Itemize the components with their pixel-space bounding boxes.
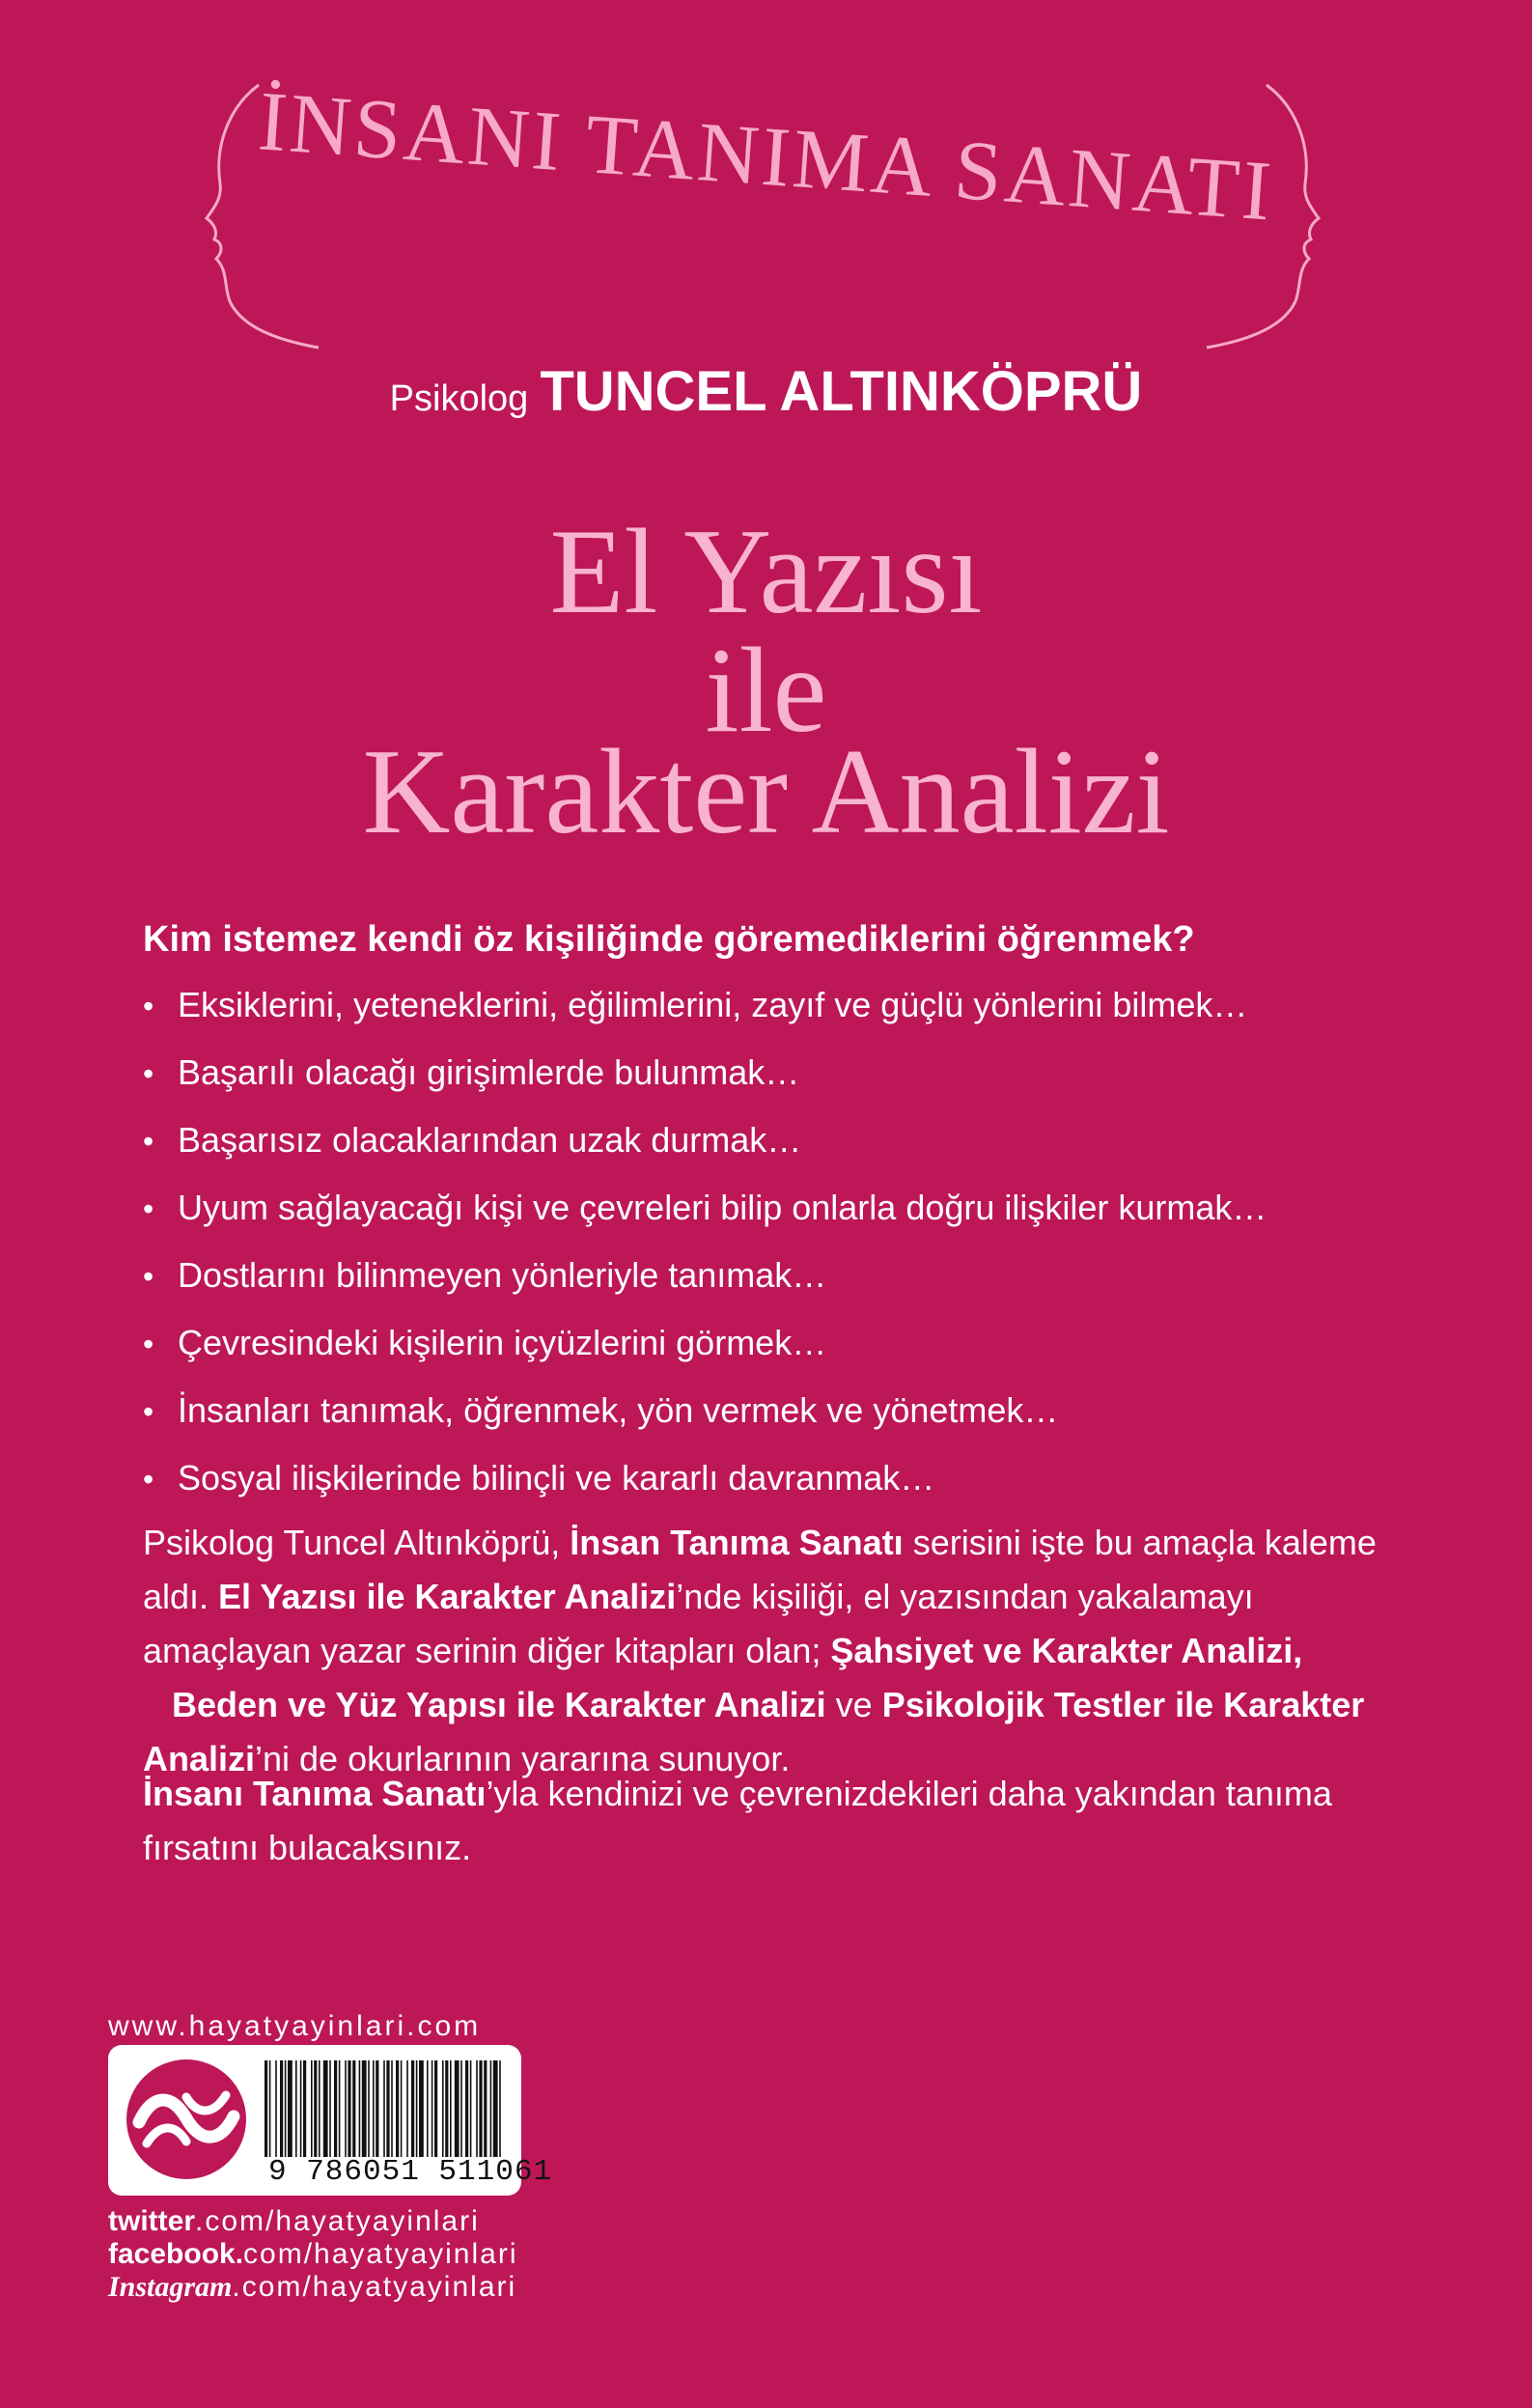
bullet-dot-icon: •: [143, 1462, 154, 1497]
para-bold: Psikolojik Testler ile Karakter Analizi: [143, 1685, 1365, 1778]
bullet-dot-icon: •: [143, 1191, 154, 1226]
bullet-item: [143, 1120, 1417, 1161]
book-title-line-3: Karakter Analizi: [362, 725, 1170, 859]
barcode-bar: [432, 2060, 433, 2157]
barcode-bar: [285, 2060, 287, 2157]
barcode-bar: [362, 2060, 367, 2157]
social-path: .com/hayatyayinlari: [195, 2205, 480, 2237]
bullet-item: [143, 1188, 1417, 1228]
social-twitter-link[interactable]: [108, 2205, 480, 2238]
barcode-bar: [345, 2060, 347, 2157]
instagram-brand: Instagram: [108, 2271, 233, 2303]
bullet-dot-icon: •: [143, 989, 154, 1023]
barcode-bar: [334, 2060, 337, 2157]
bullet-item: [143, 1255, 1417, 1296]
barcode-bar: [311, 2060, 313, 2157]
barcode-bar: [434, 2060, 437, 2157]
barcode-bar: [416, 2060, 418, 2157]
barcode-bar: [493, 2060, 498, 2157]
bullet-text: Uyum sağlayacağı kişi ve çevreleri bilip onlarla doğru ilişkiler kurmak…: [178, 1188, 1267, 1227]
barcode-bar: [406, 2060, 408, 2157]
bullet-text: Başarılı olacağı girişimlerde bulunmak…: [178, 1052, 800, 1092]
bullet-dot-icon: •: [143, 1327, 154, 1361]
bullet-item: [143, 985, 1417, 1025]
barcode-bar: [314, 2060, 317, 2157]
barcode-bar: [450, 2060, 452, 2157]
barcode-bar: [352, 2060, 355, 2157]
isbn-number: 9 786051 511061: [268, 2155, 553, 2189]
barcode-panel: [108, 2045, 553, 2196]
barcode-bar: [300, 2060, 302, 2157]
closing-paragraph: [143, 1767, 1417, 1875]
barcode-bar: [373, 2060, 375, 2157]
barcode-bar: [442, 2060, 444, 2157]
para-bold: Şahsiyet ve Karakter Analizi,: [830, 1631, 1303, 1670]
para-text: Psikolog Tuncel Altınköprü,: [143, 1523, 571, 1562]
barcode-bar: [303, 2060, 306, 2157]
barcode-bar: [401, 2060, 403, 2157]
author-line: [0, 359, 1532, 424]
para-bold: El Yazısı ile Karakter Analizi: [218, 1577, 677, 1616]
bullet-item: [143, 1052, 1417, 1093]
barcode-bar: [295, 2060, 297, 2157]
barcode-bar: [470, 2060, 472, 2157]
barcode-bar: [348, 2060, 350, 2157]
bullet-dot-icon: •: [143, 1056, 154, 1091]
barcode-bar: [339, 2060, 341, 2157]
bullet-dot-icon: •: [143, 1259, 154, 1294]
twitter-brand: twitter: [108, 2205, 195, 2237]
bullet-text: Sosyal ilişkilerinde bilinçli ve kararlı davranmak…: [178, 1458, 935, 1498]
para-bold: İnsan Tanıma Sanatı: [570, 1523, 904, 1562]
barcode-bar: [319, 2060, 320, 2157]
para-text: serisini işte bu amaçla kaleme aldı.: [143, 1523, 1377, 1616]
author-prefix: Psikolog: [389, 378, 529, 419]
para-text: ’ni de okurlarının yararına sunuyor.: [255, 1739, 791, 1778]
book-title-line-2: ile: [705, 624, 827, 758]
barcode-bar: [288, 2060, 292, 2157]
bullet-text: Çevresindeki kişilerin içyüzlerini görmek…: [178, 1323, 827, 1362]
bullet-dot-icon: •: [143, 1394, 154, 1429]
bullet-text: İnsanları tanımak, öğrenmek, yön vermek ve yönetmek…: [178, 1390, 1059, 1430]
series-title: İNSANI TANIMA SANATI: [255, 74, 1277, 239]
barcode-bar: [368, 2060, 370, 2157]
bullet-text: Dostlarını bilinmeyen yönleriyle tanımak…: [178, 1255, 827, 1295]
barcode-bar: [391, 2060, 393, 2157]
barcode-bar: [275, 2060, 277, 2157]
barcode-bar: [383, 2060, 385, 2157]
bullet-item: [143, 1323, 1417, 1363]
barcode-bar: [455, 2060, 460, 2157]
bullet-item: [143, 1390, 1417, 1431]
barcode-bar: [476, 2060, 478, 2157]
barcode-bar: [419, 2060, 424, 2157]
barcode-bar: [323, 2060, 328, 2157]
facebook-brand: facebook.: [108, 2238, 244, 2270]
para-text: ’nde kişiliği, el yazısından yakalamayı amaçlayan yazar serinin diğer kitapları olan;: [143, 1577, 1254, 1670]
social-path: .com/hayatyayinlari: [232, 2271, 517, 2303]
para-text: ’yla kendinizi ve çevrenizdekileri daha yakından tanıma fırsatını bulacaksınız.: [143, 1774, 1332, 1867]
social-path: com/hayatyayinlari: [243, 2238, 518, 2270]
isbn-barcode: [263, 2060, 504, 2157]
barcode-bar: [499, 2060, 501, 2157]
barcode-bar: [396, 2060, 399, 2157]
barcode-bar: [329, 2060, 331, 2157]
social-facebook-link[interactable]: [108, 2238, 517, 2271]
barcode-bar: [427, 2060, 429, 2157]
website-link[interactable]: www.hayatyayinlari.com: [108, 2010, 482, 2042]
barcode-bar: [460, 2060, 462, 2157]
barcode-bar: [359, 2060, 361, 2157]
barcode-bar: [484, 2060, 487, 2157]
barcode-bar: [376, 2060, 378, 2157]
para-bold: İnsanı Tanıma Sanatı: [143, 1774, 487, 1813]
barcode-bar: [490, 2060, 492, 2157]
intro-question: Kim istemez kendi öz kişiliğinde göremediklerini öğrenmek?: [143, 919, 1195, 960]
para-bold: Beden ve Yüz Yapısı ile Karakter Analizi: [172, 1685, 826, 1724]
bullet-dot-icon: •: [143, 1124, 154, 1159]
barcode-bar: [386, 2060, 389, 2157]
bullet-text: Eksiklerini, yeteneklerini, eğilimlerini, zayıf ve güçlü yönlerini bilmek…: [178, 985, 1248, 1024]
bullet-text: Başarısız olacaklarından uzak durmak…: [178, 1120, 802, 1160]
social-instagram-link[interactable]: [108, 2271, 516, 2304]
barcode-bar: [445, 2060, 448, 2157]
para-text: ve: [825, 1685, 882, 1724]
barcode-bar: [465, 2060, 468, 2157]
author-name: TUNCEL ALTINKÖPRÜ: [540, 360, 1143, 423]
barcode-bar: [269, 2060, 271, 2157]
description-paragraph: [143, 1516, 1417, 1786]
barcode-bar: [411, 2060, 414, 2157]
book-title-line-1: El Yazısı: [549, 505, 983, 639]
publisher-logo-icon: [122, 2055, 251, 2184]
barcode-bar: [479, 2060, 482, 2157]
barcode-bar: [265, 2060, 267, 2157]
barcode-bar: [280, 2060, 283, 2157]
para-text: [143, 1685, 172, 1724]
bullet-item: [143, 1458, 1417, 1498]
